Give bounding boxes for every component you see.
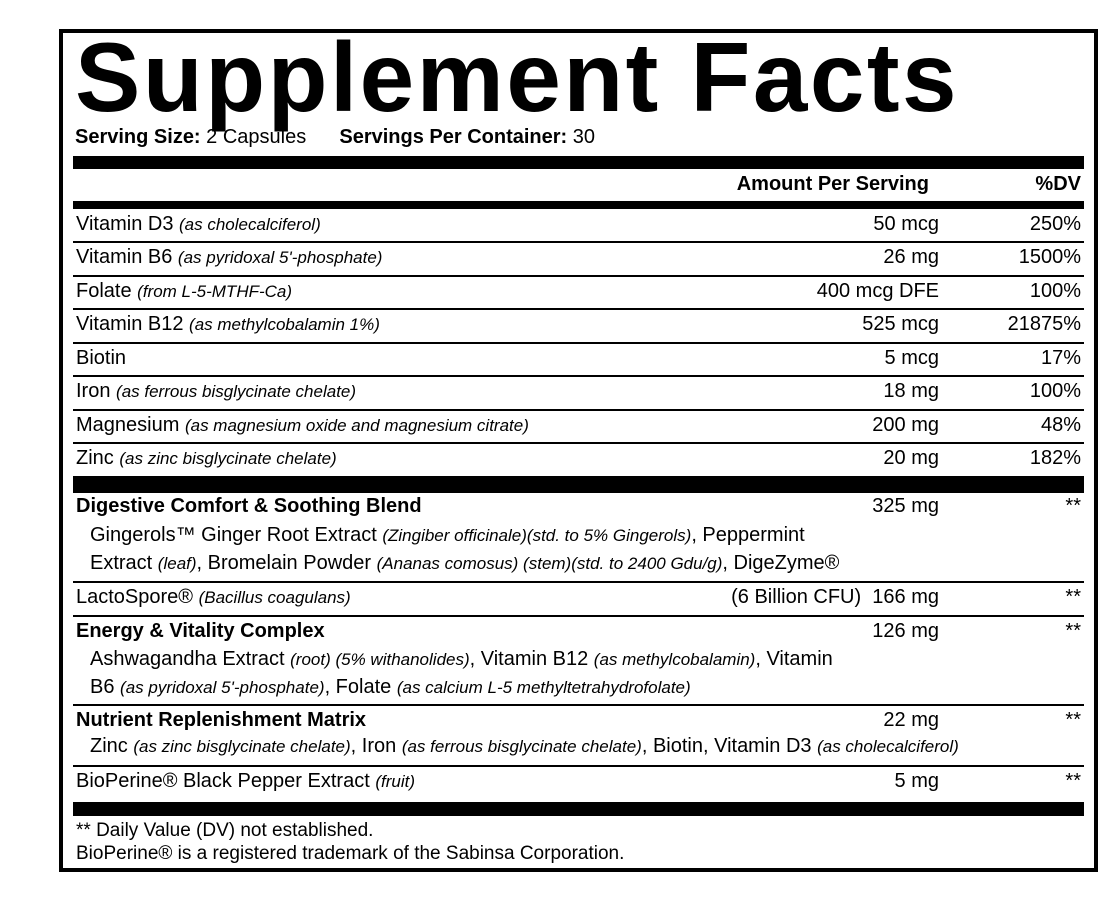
nutrient-name: Zinc (76, 447, 114, 469)
nutrient-amount: 18 mg (883, 380, 939, 402)
nutrient-name: Magnesium (76, 414, 180, 436)
panel-title: Supplement Facts (75, 29, 960, 132)
blend-ingredients-line: Gingerols™ Ginger Root Extract (Zingiber officinale)(std. to 5% Gingerols), Peppermint (90, 524, 805, 546)
blend-dv: ** (1065, 709, 1081, 731)
blend-row-digestive (73, 492, 1084, 520)
nutrient-source: (as zinc bisglycinate chelate) (119, 449, 337, 468)
nutrient-dv: 48% (1040, 414, 1081, 436)
nutrient-row (73, 277, 1084, 305)
ingredient-cfu: (6 Billion CFU) (731, 586, 862, 608)
serving-info (75, 126, 595, 149)
nutrient-source: (as methylcobalamin 1%) (189, 315, 380, 334)
serving-size-value: 2 Capsules (206, 126, 307, 148)
nutrient-dv: 100% (1029, 380, 1081, 402)
ingredient-name: LactoSpore® (76, 586, 194, 608)
nutrient-row (73, 344, 1084, 372)
nutrient-name: Vitamin B6 (76, 246, 173, 268)
nutrient-source: (as cholecalciferol) (179, 215, 321, 234)
blend-ingredients-line: Zinc (as zinc bisglycinate chelate), Iron (as ferrous bisglycinate chelate), Biotin, Vitamin D3 (as cholecalciferol) (90, 735, 959, 757)
footnote-dv: ** Daily Value (DV) not established. (76, 820, 374, 841)
amount-per-serving-header: Amount Per Serving (736, 173, 929, 195)
nutrient-amount: 20 mg (883, 447, 939, 469)
nutrient-dv: 250% (1029, 213, 1081, 235)
thick-divider (73, 156, 1084, 169)
nutrient-name: Vitamin D3 (76, 213, 174, 235)
nutrient-dv: 100% (1029, 280, 1081, 302)
nutrient-source: (as pyridoxal 5'-phosphate) (177, 248, 383, 267)
blend-name: Nutrient Replenishment Matrix (76, 709, 367, 731)
blend-ingredients-line: Extract (leaf), Bromelain Powder (Ananas comosus) (stem)(std. to 2400 Gdu/g), DigeZyme® (90, 552, 840, 574)
nutrient-source: (as magnesium oxide and magnesium citrate) (184, 416, 529, 435)
ingredient-dv: ** (1065, 770, 1081, 792)
blend-row-nutrient-matrix (73, 706, 1084, 734)
blend-ingredients-line: Ashwagandha Extract (root) (5% withanolides), Vitamin B12 (as methylcobalamin), Vitamin (90, 648, 833, 670)
blend-amount: 325 mg (872, 495, 939, 517)
servings-per-container-label: Servings Per Container: (339, 126, 568, 148)
blend-name: Digestive Comfort & Soothing Blend (76, 495, 422, 517)
nutrient-name: Biotin (76, 347, 127, 369)
thick-divider (73, 476, 1084, 493)
ingredient-row-bioperine (73, 767, 1084, 795)
nutrient-row (73, 444, 1084, 472)
nutrient-dv: 1500% (1018, 246, 1081, 268)
nutrient-dv: 182% (1029, 447, 1081, 469)
nutrient-row (73, 377, 1084, 405)
blend-name: Energy & Vitality Complex (76, 620, 325, 642)
blend-dv: ** (1065, 495, 1081, 517)
nutrient-source: (as ferrous bisglycinate chelate) (116, 382, 357, 401)
nutrient-amount: 525 mcg (862, 313, 939, 335)
ingredient-amount: 5 mg (894, 770, 939, 792)
ingredient-source: (fruit) (375, 772, 415, 791)
ingredient-row-lactospore (73, 583, 1084, 611)
footnote-trademark: BioPerine® is a registered trademark of the Sabinsa Corporation. (76, 843, 625, 864)
ingredient-name: BioPerine® Black Pepper Extract (76, 770, 370, 792)
thick-divider (73, 802, 1084, 816)
nutrient-dv: 17% (1040, 347, 1081, 369)
nutrient-dv: 21875% (1007, 313, 1081, 335)
nutrient-name: Folate (76, 280, 132, 302)
nutrient-row (73, 210, 1084, 238)
blend-amount: 126 mg (872, 620, 939, 642)
blend-ingredients-line: B6 (as pyridoxal 5'-phosphate), Folate (as calcium L-5 methyltetrahydrofolate) (90, 676, 691, 698)
ingredient-dv: ** (1065, 586, 1081, 608)
ingredient-amount: 166 mg (872, 586, 939, 608)
nutrient-name: Vitamin B12 (76, 313, 184, 335)
dv-header: %DV (1035, 173, 1081, 195)
nutrient-amount: 200 mg (872, 414, 939, 436)
blend-amount: 22 mg (883, 709, 939, 731)
nutrient-row (73, 243, 1084, 271)
nutrient-row (73, 411, 1084, 439)
nutrient-amount: 400 mcg DFE (816, 280, 939, 302)
nutrient-source: (from L-5-MTHF-Ca) (137, 282, 293, 301)
blend-row-energy (73, 617, 1084, 645)
supplement-facts-panel (59, 29, 1098, 872)
nutrient-name: Iron (76, 380, 111, 402)
serving-size-label: Serving Size: (75, 126, 201, 148)
nutrient-amount: 5 mcg (884, 347, 939, 369)
thick-divider (73, 201, 1084, 209)
ingredient-source: (Bacillus coagulans) (198, 588, 351, 607)
nutrient-amount: 26 mg (883, 246, 939, 268)
nutrient-row (73, 310, 1084, 338)
servings-per-container-value: 30 (572, 126, 596, 148)
nutrient-amount: 50 mcg (873, 213, 939, 235)
blend-dv: ** (1065, 620, 1081, 642)
